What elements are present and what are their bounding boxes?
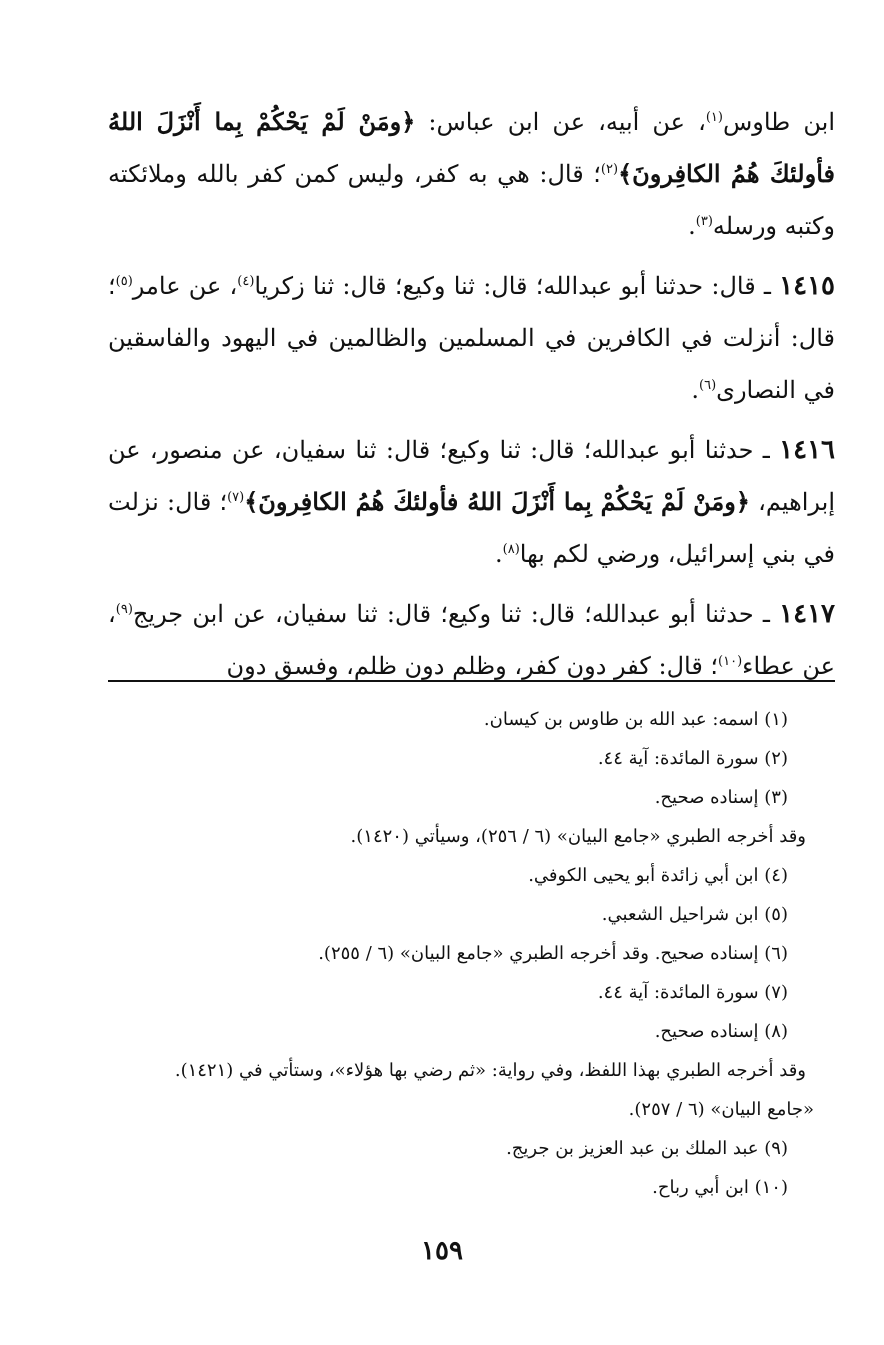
footnote-4: (٤) ابن أبي زائدة أبو يحيى الكوفي.	[528, 865, 788, 886]
text: ؛ قال: أنزلت في الكافرين في المسلمين والظالمين في اليهود والفاسقين في النصارى	[108, 272, 835, 404]
text: ؛ قال: هي به كفر، وليس كمن كفر بالله وملائكته وكتبه ورسله	[108, 160, 835, 240]
footnote-8-continuation-2: «جامع البيان» (٦ / ٢٥٧).	[628, 1099, 814, 1120]
footnote-ref: (٩)	[115, 602, 133, 617]
text: .	[494, 540, 503, 568]
footnote-2: (٢) سورة المائدة: آية ٤٤.	[597, 748, 788, 769]
footnote-8-continuation: وقد أخرجه الطبري بهذا اللفظ، وفي رواية: «ثم رضي بها هؤلاء»، وستأتي في (١٤٢١).	[174, 1060, 806, 1081]
footnote-7: (٧) سورة المائدة: آية ٤٤.	[597, 982, 788, 1003]
footnote-ref: (٦)	[699, 378, 717, 393]
narration-number: ١٤١٧	[779, 599, 835, 629]
footnote-ref: (١٠)	[718, 654, 743, 669]
footnote-divider	[108, 680, 835, 682]
narration-number: ١٤١٦	[779, 435, 835, 465]
text: ، عن أبيه، عن ابن عباس:	[415, 108, 706, 136]
footnote-5: (٥) ابن شراحيل الشعبي.	[601, 904, 788, 925]
footnote-ref: (٨)	[502, 542, 520, 557]
text: .	[688, 212, 696, 240]
footnotes	[108, 700, 814, 1207]
footnote-1: (١) اسمه: عبد الله بن طاوس بن كيسان.	[483, 709, 788, 730]
footnote-6: (٦) إسناده صحيح. وقد أخرجه الطبري «جامع البيان» (٦ / ٢٥٥).	[318, 943, 788, 964]
text: ابن طاوس	[722, 108, 835, 136]
footnote-ref: (٤)	[237, 274, 255, 289]
paragraph-continuation	[108, 96, 835, 252]
quran-verse: ﴿ومَنْ لَمْ يَحْكُمْ بِما أَنْزَلَ اللهُ فأولئكَ هُمُ الكافِرونَ﴾	[244, 487, 750, 516]
main-text	[108, 96, 835, 692]
text: ـ حدثنا أبو عبدالله؛ قال: ثنا وكيع؛ قال: ثنا سفيان، عن ابن جريج	[132, 600, 780, 628]
footnote-ref: (٥)	[115, 274, 133, 289]
text: ، عن عامر	[132, 272, 238, 300]
text: ـ حدثنا أبو عبدالله؛ قال: ثنا وكيع؛ قال: ثنا سفيان، عن منصور، عن إبراهيم،	[108, 436, 835, 516]
footnote-8: (٨) إسناده صحيح.	[654, 1021, 788, 1042]
footnote-3-continuation: وقد أخرجه الطبري «جامع البيان» (٦ / ٢٥٦)، وسيأتي (١٤٢٠).	[350, 826, 806, 847]
text: ؛ قال: كفر دون كفر، وظلم دون ظلم، وفسق دون	[226, 652, 719, 680]
quran-verse: ﴿ومَنْ لَمْ يَحْكُمْ بِما أَنْزَلَ اللهُ فأولئكَ هُمُ الكافِرونَ﴾	[108, 107, 835, 188]
footnote-10: (١٠) ابن أبي رباح.	[652, 1177, 788, 1198]
footnote-ref: (٢)	[600, 162, 619, 177]
narration-number: ١٤١٥	[779, 271, 835, 301]
text: ؛ قال: نزلت في بني إسرائيل، ورضي لكم بها	[108, 488, 835, 568]
text: ، عن عطاء	[108, 600, 835, 680]
footnote-3: (٣) إسناده صحيح.	[654, 787, 788, 808]
text: ـ قال: حدثنا أبو عبدالله؛ قال: ثنا وكيع؛ قال: ثنا زكريا	[254, 272, 780, 300]
paragraph-1417	[108, 588, 835, 692]
paragraph-1416	[108, 424, 835, 580]
paragraph-1415	[108, 260, 835, 416]
footnote-ref: (٧)	[227, 490, 245, 505]
text: .	[691, 376, 700, 404]
footnote-9: (٩) عبد الملك بن عبد العزيز بن جريج.	[506, 1138, 788, 1159]
page-number: ١٥٩	[421, 1236, 463, 1266]
footnote-ref: (٣)	[695, 214, 713, 229]
footnote-ref: (١)	[705, 110, 723, 125]
